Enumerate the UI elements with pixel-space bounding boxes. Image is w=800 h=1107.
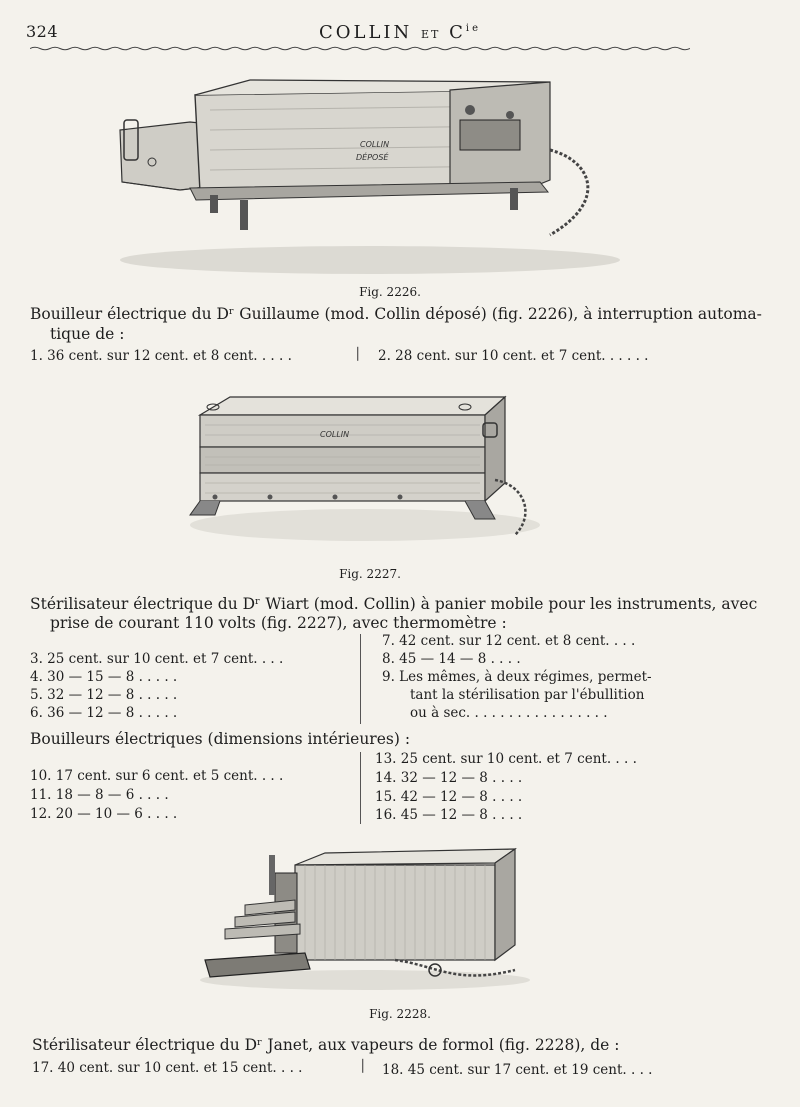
section2-item-8: 8. 45 — 14 — 8 . . . .: [382, 651, 521, 667]
brace: ⎸: [357, 346, 371, 362]
section2-item-7: 7. 42 cent. sur 12 cent. et 8 cent. . . .: [382, 633, 636, 649]
section1-line2: tique de :: [50, 325, 125, 343]
section2-item-9: 9. Les mêmes, à deux régimes, permet-: [382, 669, 652, 685]
header-rule: [30, 46, 690, 51]
section2-item-6: 6. 36 — 12 — 8 . . . . .: [30, 705, 178, 721]
section3-item-11: 11. 18 — 8 — 6 . . . .: [30, 787, 169, 803]
figure-2226-caption: Fig. 2226.: [359, 285, 421, 299]
figure-2228-formol-sterilizer-illustration: [195, 845, 540, 995]
brace-2: ⎸: [362, 1058, 376, 1074]
section1-line1: Bouilleur électrique du Dʳ Guillaume (mod. Collin déposé) (fig. 2226), à interruption automa-: [30, 305, 762, 323]
section3-item-13: 13. 25 cent. sur 10 cent. et 7 cent. . . .: [375, 751, 637, 767]
column-divider-2: [360, 752, 361, 824]
section2-item-3: 3. 25 cent. sur 10 cent. et 7 cent. . . .: [30, 651, 284, 667]
section4-item-18: 18. 45 cent. sur 17 cent. et 19 cent. . . .: [382, 1062, 653, 1078]
section3-item-16: 16. 45 — 12 — 8 . . . .: [375, 807, 523, 823]
section2-line2: prise de courant 110 volts (fig. 2227), avec thermomètre :: [50, 614, 507, 632]
section3-item-12: 12. 20 — 10 — 6 . . . .: [30, 806, 178, 822]
engraving-depose: DÉPOSÉ: [356, 153, 389, 162]
section3-heading: Bouilleurs électriques (dimensions intérieures) :: [30, 730, 411, 748]
section4-line1: Stérilisateur électrique du Dʳ Janet, aux vapeurs de formol (fig. 2228), de :: [32, 1036, 620, 1054]
title-main: COLLIN: [318, 22, 413, 43]
engraving-collin: COLLIN: [360, 140, 390, 149]
figure-2228-caption: Fig. 2228.: [369, 1007, 431, 1021]
running-title: [0, 22, 800, 43]
section4-item-17: 17. 40 cent. sur 10 cent. et 15 cent. . . .: [32, 1060, 303, 1076]
title-co-sup: ie: [465, 23, 482, 34]
figure-2227-sterilizer-illustration: [185, 385, 545, 550]
section2-item-4: 4. 30 — 15 — 8 . . . . .: [30, 669, 178, 685]
section2-item-5: 5. 32 — 12 — 8 . . . . .: [30, 687, 178, 703]
section2-item-9-cont1: tant la stérilisation par l'ébullition: [410, 687, 645, 703]
page-number: 324: [26, 22, 59, 41]
engraving-collin-2227: COLLIN: [320, 430, 350, 439]
title-co: C: [449, 22, 466, 43]
section1-item-2: 2. 28 cent. sur 10 cent. et 7 cent. . . . . .: [378, 348, 649, 364]
section3-item-15: 15. 42 — 12 — 8 . . . .: [375, 789, 523, 805]
section3-item-10: 10. 17 cent. sur 6 cent. et 5 cent. . . .: [30, 768, 284, 784]
section2-item-9-cont2: ou à sec. . . . . . . . . . . . . . . . .: [410, 705, 608, 721]
section3-item-14: 14. 32 — 12 — 8 . . . .: [375, 770, 523, 786]
column-divider: [360, 634, 361, 724]
section1-item-1: 1. 36 cent. sur 12 cent. et 8 cent. . . . .: [30, 348, 292, 364]
section2-line1: Stérilisateur électrique du Dʳ Wiart (mod. Collin) à panier mobile pour les instruments, avec: [30, 595, 758, 613]
figure-2226-boiler-illustration: [110, 70, 640, 280]
title-et: ET: [421, 28, 441, 41]
figure-2227-caption: Fig. 2227.: [339, 567, 401, 581]
